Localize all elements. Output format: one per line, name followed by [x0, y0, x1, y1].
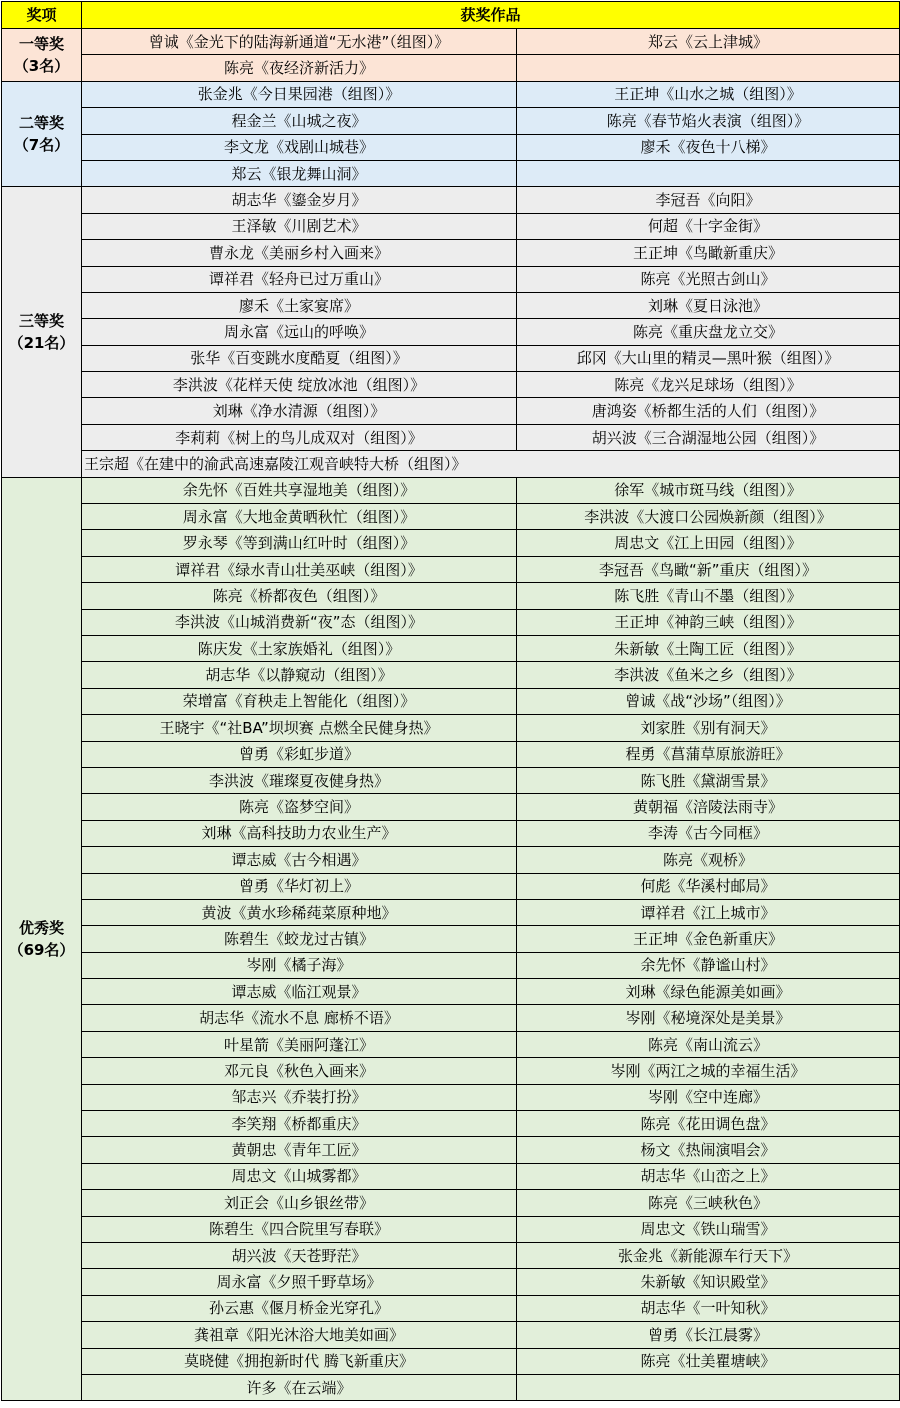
- merit-prize-row: [2, 1084, 900, 1110]
- work-entry-right: 余先怀《静谧山村》: [517, 952, 900, 978]
- work-entry-left: 许多《在云端》: [82, 1374, 517, 1400]
- work-entry-right: 朱新敏《知识殿堂》: [517, 1269, 900, 1295]
- work-entry-left: 莫晓健《拥抱新时代 腾飞新重庆》: [82, 1348, 517, 1374]
- work-entry-right: 陈飞胜《青山不墨（组图）》: [517, 583, 900, 609]
- merit-prize-row: [2, 662, 900, 688]
- work-entry-right: 何彪《华溪村邮局》: [517, 873, 900, 899]
- merit-prize-row: [2, 583, 900, 609]
- work-entry-left: 叶星箭《美丽阿蓬江》: [82, 1031, 517, 1057]
- work-entry-right: 陈飞胜《黛湖雪景》: [517, 767, 900, 793]
- work-entry-left: 周忠文《山城雾都》: [82, 1163, 517, 1189]
- merit-prize-row: [2, 1031, 900, 1057]
- work-entry-right: [517, 55, 900, 81]
- work-entry-right: 陈亮《龙兴足球场（组图）》: [517, 372, 900, 398]
- work-entry-left: 周永富《大地金黄晒秋忙（组图）》: [82, 504, 517, 530]
- work-entry-left: 李洪波《璀璨夏夜健身热》: [82, 767, 517, 793]
- work-entry-right: 胡志华《一叶知秋》: [517, 1295, 900, 1321]
- prize-count: （7名）: [13, 136, 70, 155]
- prize-name: 二等奖: [18, 114, 64, 133]
- second-prize-row: [2, 134, 900, 160]
- merit-prize-row: [2, 1295, 900, 1321]
- work-entry-left: 曹永龙《美丽乡村入画来》: [82, 240, 517, 266]
- prize-count: （3名）: [13, 56, 70, 75]
- first-prize-row: [2, 55, 900, 81]
- work-entry-left: 刘正会《山乡银丝带》: [82, 1190, 517, 1216]
- second-prize-row: [2, 81, 900, 107]
- work-entry-left: 谭志威《临江观景》: [82, 979, 517, 1005]
- work-entry-left: 陈庆发《土家族婚礼（组图）》: [82, 635, 517, 661]
- third-prize-row: [2, 266, 900, 292]
- work-entry-right: 岑刚《空中连廊》: [517, 1084, 900, 1110]
- work-entry-right: 谭祥君《江上城市》: [517, 899, 900, 925]
- merit-prize-row: [2, 1163, 900, 1189]
- work-entry-right: 胡志华《山峦之上》: [517, 1163, 900, 1189]
- merit-prize-row: [2, 1348, 900, 1374]
- work-entry-left: 郑云《银龙舞山洞》: [82, 160, 517, 186]
- work-entry-right: 周忠文《江上田园（组图）》: [517, 530, 900, 556]
- third-prize-row: [2, 372, 900, 398]
- work-entry-left: 张华《百变跳水度酷夏（组图）》: [82, 345, 517, 371]
- work-entry-right: 张金兆《新能源车行天下》: [517, 1242, 900, 1268]
- work-entry-right: 李冠吾《向阳》: [517, 187, 900, 213]
- work-entry-left: 程金兰《山城之夜》: [82, 108, 517, 134]
- work-entry-right: 郑云《云上津城》: [517, 29, 900, 55]
- work-entry-left: 邓元良《秋色入画来》: [82, 1058, 517, 1084]
- merit-prize-row: [2, 556, 900, 582]
- merit-prize-row: [2, 504, 900, 530]
- work-entry-left: 王晓宇《“社BA”坝坝赛 点燃全民健身热》: [82, 715, 517, 741]
- merit-prize-row: [2, 1216, 900, 1242]
- prize-name: 优秀奖: [18, 918, 64, 937]
- work-entry-left: 曾勇《彩虹步道》: [82, 741, 517, 767]
- merit-prize-row: [2, 952, 900, 978]
- work-entry-right: 岑刚《两江之城的幸福生活》: [517, 1058, 900, 1084]
- work-entry-left: 龚祖章《阳光沐浴大地美如画》: [82, 1322, 517, 1348]
- work-entry-left: 曾诚《金光下的陆海新通道“无水港”（组图）》: [82, 29, 517, 55]
- work-entry-right: 李涛《古今同框》: [517, 820, 900, 846]
- work-entry-right: 岑刚《秘境深处是美景》: [517, 1005, 900, 1031]
- merit-prize-row: [2, 1322, 900, 1348]
- work-entry-right: 陈亮《观桥》: [517, 847, 900, 873]
- work-entry-left: 曾勇《华灯初上》: [82, 873, 517, 899]
- work-entry-right: 李冠吾《鸟瞰“新”重庆（组图）》: [517, 556, 900, 582]
- work-entry-right: 曾诚《战“沙场”（组图）》: [517, 688, 900, 714]
- work-entry-left: 胡志华《鎏金岁月》: [82, 187, 517, 213]
- work-entry-left: 李笑翔《桥都重庆》: [82, 1111, 517, 1137]
- third-prize-row: [2, 213, 900, 239]
- work-entry-left: 陈亮《盗梦空间》: [82, 794, 517, 820]
- work-entry-right: 胡兴波《三合湖湿地公园（组图）》: [517, 424, 900, 450]
- merit-prize-row: [2, 899, 900, 925]
- work-entry-right: 邱冈《大山里的精灵—黑叶猴（组图）》: [517, 345, 900, 371]
- third-prize-row: [2, 345, 900, 371]
- merit-prize-row: [2, 820, 900, 846]
- prize-name: 一等奖: [18, 34, 64, 53]
- work-entry-right: 何超《十字金街》: [517, 213, 900, 239]
- work-entry-right: 李洪波《大渡口公园焕新颜（组图）》: [517, 504, 900, 530]
- work-entry-right: 杨文《热闹演唱会》: [517, 1137, 900, 1163]
- merit-prize-row: [2, 1111, 900, 1137]
- work-entry-right: 陈亮《南山流云》: [517, 1031, 900, 1057]
- work-entry-right: 徐军《城市斑马线（组图）》: [517, 477, 900, 503]
- merit-prize-row: [2, 1269, 900, 1295]
- work-entry-left: 胡志华《流水不息 廊桥不语》: [82, 1005, 517, 1031]
- work-entry-right: 刘琳《绿色能源美如画》: [517, 979, 900, 1005]
- third-prize-row: [2, 451, 900, 477]
- work-entry-left: 李洪波《花样天使 绽放冰池（组图）》: [82, 372, 517, 398]
- work-entry-right: 陈亮《春节焰火表演（组图）》: [517, 108, 900, 134]
- work-entry-left: 王宗超《在建中的渝武高速嘉陵江观音峡特大桥（组图）》: [82, 451, 900, 477]
- work-entry-left: 谭祥君《绿水青山壮美巫峡（组图）》: [82, 556, 517, 582]
- merit-prize-row: [2, 530, 900, 556]
- work-entry-right: 黄朝福《涪陵法雨寺》: [517, 794, 900, 820]
- work-entry-left: 李莉莉《树上的鸟儿成双对（组图）》: [82, 424, 517, 450]
- awards-table: [1, 1, 900, 1401]
- prize-count: （69名）: [8, 940, 75, 959]
- work-entry-left: 罗永琴《等到满山红叶时（组图）》: [82, 530, 517, 556]
- merit-prize-row: [2, 688, 900, 714]
- work-entry-right: 唐鸿姿《桥都生活的人们（组图）》: [517, 398, 900, 424]
- work-entry-left: 谭祥君《轻舟已过万重山》: [82, 266, 517, 292]
- merit-prize-row: [2, 926, 900, 952]
- second-prize-row: [2, 160, 900, 186]
- work-entry-right: 陈亮《三峡秋色》: [517, 1190, 900, 1216]
- work-entry-right: 曾勇《长江晨雾》: [517, 1322, 900, 1348]
- work-entry-right: 王正坤《山水之城（组图）》: [517, 81, 900, 107]
- work-entry-left: 岑刚《橘子海》: [82, 952, 517, 978]
- merit-prize-row: [2, 1005, 900, 1031]
- header-row: [2, 2, 900, 29]
- work-entry-left: 李洪波《山城消费新“夜”态（组图）》: [82, 609, 517, 635]
- first-prize-row: [2, 29, 900, 55]
- work-entry-right: 朱新敏《土陶工匠（组图）》: [517, 635, 900, 661]
- work-entry-left: 陈碧生《四合院里写春联》: [82, 1216, 517, 1242]
- prize-name: 三等奖: [18, 311, 64, 330]
- second-prize-label: [2, 81, 82, 187]
- work-entry-right: 陈亮《重庆盘龙立交》: [517, 319, 900, 345]
- merit-prize-row: [2, 1058, 900, 1084]
- work-entry-right: 周忠文《铁山瑞雪》: [517, 1216, 900, 1242]
- merit-prize-row: [2, 1242, 900, 1268]
- work-entry-right: 王正坤《鸟瞰新重庆》: [517, 240, 900, 266]
- work-entry-right: 刘琳《夏日泳池》: [517, 292, 900, 318]
- merit-prize-row: [2, 609, 900, 635]
- work-entry-right: [517, 1374, 900, 1400]
- work-entry-right: 王正坤《金色新重庆》: [517, 926, 900, 952]
- first-prize-label: [2, 29, 82, 82]
- merit-prize-row: [2, 847, 900, 873]
- merit-prize-row: [2, 873, 900, 899]
- prize-count: （21名）: [8, 333, 75, 352]
- work-entry-left: 余先怀《百姓共享湿地美（组图）》: [82, 477, 517, 503]
- third-prize-label: [2, 187, 82, 477]
- work-entry-right: 刘家胜《别有洞天》: [517, 715, 900, 741]
- work-entry-right: 李洪波《鱼米之乡（组图）》: [517, 662, 900, 688]
- work-entry-left: 荣增富《育秧走上智能化（组图）》: [82, 688, 517, 714]
- work-entry-right: 王正坤《神韵三峡（组图）》: [517, 609, 900, 635]
- work-entry-right: 程勇《菖蒲草原旅游旺》: [517, 741, 900, 767]
- work-entry-left: 陈亮《夜经济新活力》: [82, 55, 517, 81]
- merit-prize-row: [2, 1190, 900, 1216]
- work-entry-left: 孙云惠《偃月桥金光穿孔》: [82, 1295, 517, 1321]
- merit-prize-row: [2, 794, 900, 820]
- work-entry-left: 陈碧生《蛟龙过古镇》: [82, 926, 517, 952]
- work-entry-right: 陈亮《花田调色盘》: [517, 1111, 900, 1137]
- work-entry-left: 胡志华《以静窥动（组图）》: [82, 662, 517, 688]
- work-entry-left: 胡兴波《天苍野茫》: [82, 1242, 517, 1268]
- merit-prize-row: [2, 979, 900, 1005]
- work-entry-left: 陈亮《桥都夜色（组图）》: [82, 583, 517, 609]
- work-entry-left: 周永富《夕照千野草场》: [82, 1269, 517, 1295]
- work-entry-left: 谭志威《古今相遇》: [82, 847, 517, 873]
- work-entry-right: 陈亮《光照古剑山》: [517, 266, 900, 292]
- second-prize-row: [2, 108, 900, 134]
- prize-column-header: 奖项: [2, 2, 82, 29]
- third-prize-row: [2, 398, 900, 424]
- third-prize-row: [2, 187, 900, 213]
- third-prize-row: [2, 319, 900, 345]
- merit-prize-row: [2, 741, 900, 767]
- awards-body: [2, 29, 900, 1401]
- work-entry-left: 周永富《远山的呼唤》: [82, 319, 517, 345]
- work-entry-left: 刘琳《净水清源（组图）》: [82, 398, 517, 424]
- merit-prize-row: [2, 1374, 900, 1400]
- merit-prize-row: [2, 477, 900, 503]
- merit-prize-row: [2, 635, 900, 661]
- work-entry-left: 刘琳《高科技助力农业生产》: [82, 820, 517, 846]
- merit-prize-row: [2, 767, 900, 793]
- merit-prize-label: [2, 477, 82, 1401]
- work-entry-left: 张金兆《今日果园港（组图）》: [82, 81, 517, 107]
- works-column-header: 获奖作品: [82, 2, 900, 29]
- work-entry-right: [517, 160, 900, 186]
- third-prize-row: [2, 292, 900, 318]
- work-entry-right: 廖禾《夜色十八梯》: [517, 134, 900, 160]
- work-entry-left: 黄朝忠《青年工匠》: [82, 1137, 517, 1163]
- third-prize-row: [2, 240, 900, 266]
- work-entry-left: 王泽敏《川剧艺术》: [82, 213, 517, 239]
- third-prize-row: [2, 424, 900, 450]
- work-entry-left: 李文龙《戏剧山城巷》: [82, 134, 517, 160]
- work-entry-right: 陈亮《壮美瞿塘峡》: [517, 1348, 900, 1374]
- merit-prize-row: [2, 715, 900, 741]
- work-entry-left: 黄波《黄水珍稀莼菜原种地》: [82, 899, 517, 925]
- work-entry-left: 廖禾《土家宴席》: [82, 292, 517, 318]
- merit-prize-row: [2, 1137, 900, 1163]
- work-entry-left: 邹志兴《乔装打扮》: [82, 1084, 517, 1110]
